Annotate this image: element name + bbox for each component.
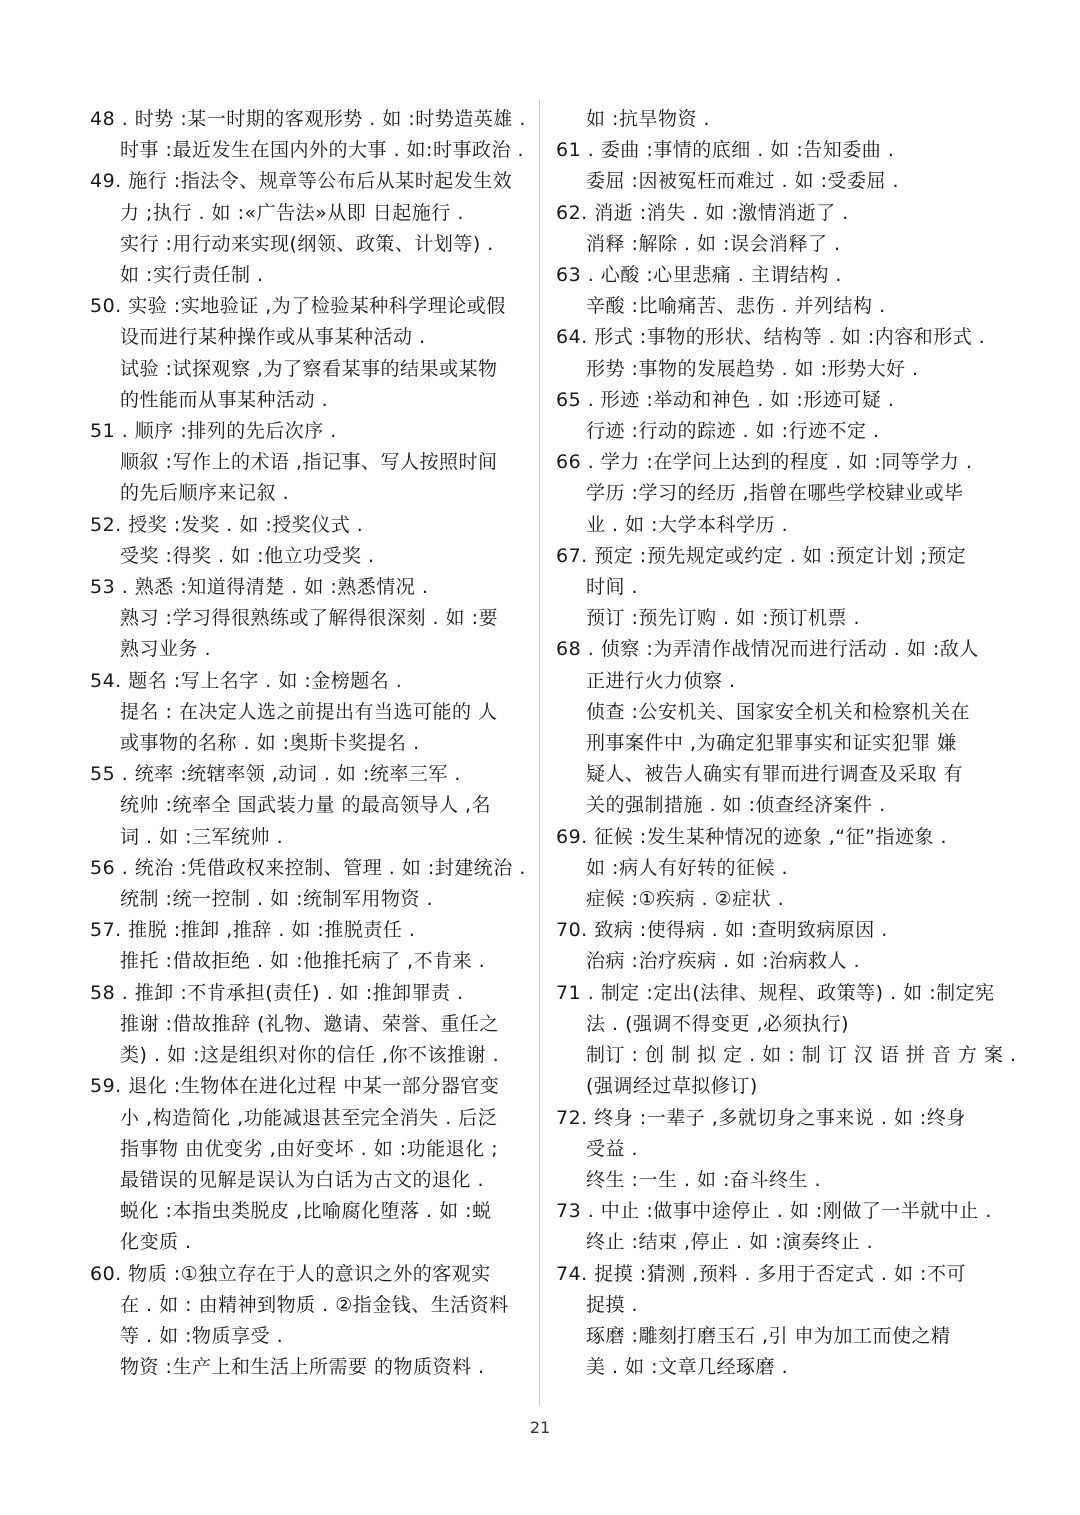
entry-line: 熟习 :学习得很熟练或了解得很深刻 . 如 :要 xyxy=(120,607,499,630)
vocab-entry xyxy=(90,166,530,291)
entry-line: 统制 :统一控制 . 如 :统制军用物资 . xyxy=(120,888,434,911)
vocab-entry xyxy=(90,666,530,760)
vocab-entry xyxy=(556,822,996,916)
vocab-entry xyxy=(556,915,996,977)
entry-line: 64. 形式 :事物的形状、结构等 . 如 :内容和形式 . xyxy=(556,326,986,349)
entry-line: 症候 :①疾病 . ②症状 . xyxy=(586,888,785,911)
entry-line: 68 . 侦察 :为弄清作战情况而进行活动 . 如 :敌人 xyxy=(556,638,979,661)
entry-line: (强调经过草拟修订) xyxy=(586,1075,758,1098)
entry-line: 70. 致病 :使得病 . 如 :查明致病原因 . xyxy=(556,919,888,942)
entry-line: 52. 授奖 :发奖 . 如 :授奖仪式 . xyxy=(90,513,364,536)
vocab-entry xyxy=(556,541,996,635)
entry-line: 消释 :解除 . 如 :误会消释了 . xyxy=(586,232,841,255)
entry-line: 57. 推脱 :推卸 ,推辞 . 如 :推脱责任 . xyxy=(90,919,416,942)
right-column xyxy=(556,104,1017,1383)
entry-line: 关的强制措施 . 如 :侦查经济案件 . xyxy=(586,794,886,817)
vocab-entry xyxy=(556,135,996,197)
entry-line: 设而进行某种操作或从事某种活动 . xyxy=(120,326,426,349)
entry-line: 美 . 如 :文章几经琢磨 . xyxy=(586,1356,789,1379)
entry-line: 法 . (强调不得变更 ,必须执行) xyxy=(586,1012,850,1035)
entry-line: 力 ;执行 . 如 :«广告法»从即 日起施行 . xyxy=(120,201,464,224)
entry-line: 委屈 :因被冤枉而难过 . 如 :受委屈 . xyxy=(586,170,900,193)
entry-line: 辛酸 :比喻痛苦、悲伤 . 并列结构 . xyxy=(586,295,886,318)
vocab-entry xyxy=(556,1259,996,1384)
entry-line: 实行 :用行动来实现(纲领、政策、计划等) . xyxy=(120,232,494,255)
entry-line: 试验 :试探观察 ,为了察看某事的结果或某物 xyxy=(120,357,498,380)
entry-line: 49. 施行 :指法令、规章等公布后从某时起发生效 xyxy=(90,170,513,193)
entry-line: 73 . 中止 :做事中途停止 . 如 :刚做了一半就中止 . xyxy=(556,1200,992,1223)
entry-line: 69. 征候 :发生某种情况的迹象 ,“征”指迹象 . xyxy=(556,825,948,848)
vocab-entry xyxy=(90,104,530,166)
entry-line: 74. 捉摸 :猜测 ,预料 . 多用于否定式 . 如 :不可 xyxy=(556,1262,966,1285)
entry-line: 推托 :借故拒绝 . 如 :他推托病了 ,不肯来 . xyxy=(120,950,486,973)
entry-line: 如 :病人有好转的征候 . xyxy=(586,856,789,879)
column-divider xyxy=(539,100,540,1405)
vocab-entry xyxy=(556,104,996,135)
entry-line: 65 . 形迹 :举动和神色 . 如 :形迹可疑 . xyxy=(556,388,895,411)
entry-line: 推谢 :借故推辞 (礼物、邀请、荣誉、重任之 xyxy=(120,1012,499,1035)
vocab-entry xyxy=(556,1196,996,1258)
entry-line: 时事 :最近发生在国内外的大事 . 如:时事政治 . xyxy=(120,139,525,162)
entry-line: 如 :实行责任制 . xyxy=(120,264,264,287)
entry-line: 时间 . xyxy=(586,576,639,599)
entry-line: 60. 物质 :①独立存在于人的意识之外的客观实 xyxy=(90,1262,491,1285)
entry-line: 67. 预定 :预先规定或约定 . 如 :预定计划 ;预定 xyxy=(556,544,967,567)
entry-line: 顺叙 :写作上的术语 ,指记事、写人按照时间 xyxy=(120,451,498,474)
entry-line: 受益 . xyxy=(586,1137,639,1160)
vocab-entry xyxy=(556,1103,996,1197)
vocab-entry xyxy=(556,447,996,541)
entry-line: 等 . 如 :物质享受 . xyxy=(120,1324,284,1347)
entry-line: 53 . 熟悉 :知道得清楚 . 如 :熟悉情况 . xyxy=(90,576,429,599)
entry-line: 正进行火力侦察 . xyxy=(586,669,736,692)
entry-line: 侦查 :公安机关、国家安全机关和检察机关在 xyxy=(586,700,970,723)
entry-line: 的先后顺序来记叙 . xyxy=(120,482,290,505)
entry-line: 熟习业务 . xyxy=(120,638,212,661)
vocab-entry xyxy=(556,634,996,821)
entry-line: 55 . 统率 :统辖率领 ,动词 . 如 :统率三军 . xyxy=(90,763,461,786)
entry-line: 治病 :治疗疾病 . 如 :治病救人 . xyxy=(586,950,861,973)
entry-line: 受奖 :得奖 . 如 :他立功受奖 . xyxy=(120,544,375,567)
entry-line: 61 . 委曲 :事情的底细 . 如 :告知委曲 . xyxy=(556,139,895,162)
vocab-entry xyxy=(90,572,530,666)
entry-line: 类) . 如 :这是组织对你的信任 ,你不该推谢 . xyxy=(120,1044,500,1067)
entry-line: 化变质 . xyxy=(120,1231,192,1254)
entry-line: 51 . 顺序 :排列的先后次序 . xyxy=(90,420,337,443)
vocab-entry xyxy=(556,978,1017,1103)
entry-line: 行迹 :行动的踪迹 . 如 :行迹不定 . xyxy=(586,420,880,443)
entry-line: 指事物 由优变劣 ,由好变坏 . 如 :功能退化 ; xyxy=(120,1137,499,1160)
entry-line: 或事物的名称 . 如 :奥斯卡奖提名 . xyxy=(120,732,420,755)
entry-line: 50. 实验 :实地验证 ,为了检验某种科学理论或假 xyxy=(90,295,506,318)
vocab-entry xyxy=(556,385,996,447)
entry-line: 59. 退化 :生物体在进化过程 中某一部分器官变 xyxy=(90,1075,500,1098)
entry-line: 最错误的见解是误认为白话为古文的退化 . xyxy=(120,1168,485,1191)
vocab-entry xyxy=(556,198,996,260)
left-column xyxy=(90,104,530,1383)
vocab-entry xyxy=(90,1071,530,1258)
vocab-entry xyxy=(90,416,530,510)
entry-line: 小 ,构造简化 ,功能减退甚至完全消失 . 后泛 xyxy=(120,1106,498,1129)
vocab-entry xyxy=(90,853,530,915)
vocab-entry xyxy=(556,260,996,322)
entry-line: 63 . 心酸 :心里悲痛 . 主谓结构 . xyxy=(556,264,842,287)
entry-line: 预订 :预先订购 . 如 :预订机票 . xyxy=(586,607,861,630)
entry-line: 捉摸 . xyxy=(586,1293,639,1316)
entry-line: 54. 题名 :写上名字 . 如 :金榜题名 . xyxy=(90,669,403,692)
entry-line: 48 . 时势 :某一时期的客观形势 . 如 :时势造英雄 . xyxy=(90,108,526,130)
entry-line: 如 :抗旱物资 . xyxy=(586,108,711,130)
entry-line: 56 . 统治 :凭借政权来控制、管理 . 如 :封建统治 . xyxy=(90,856,526,879)
entry-line: 刑事案件中 ,为确定犯罪事实和证实犯罪 嫌 xyxy=(586,732,957,755)
entry-line: 统帅 :统率全 国武装力量 的最高领导人 ,名 xyxy=(120,794,492,817)
entry-line: 的性能而从事某种活动 . xyxy=(120,388,329,411)
vocab-entry xyxy=(90,510,530,572)
entry-line: 疑人、被告人确实有罪而进行调查及采取 有 xyxy=(586,763,964,786)
vocab-entry xyxy=(90,291,530,416)
entry-line: 终生 :一生 . 如 :奋斗终生 . xyxy=(586,1168,822,1191)
entry-line: 制订 : 创 制 拟 定 . 如 : 制 订 汉 语 拼 音 方 案 . xyxy=(586,1044,1017,1067)
entry-line: 琢磨 :雕刻打磨玉石 ,引 申为加工而使之精 xyxy=(586,1324,951,1347)
vocab-entry xyxy=(90,1259,530,1384)
entry-line: 62. 消逝 :消失 . 如 :激情消逝了 . xyxy=(556,201,849,224)
entry-line: 71 . 制定 :定出(法律、规程、政策等) . 如 :制定宪 xyxy=(556,981,995,1004)
entry-line: 形势 :事物的发展趋势 . 如 :形势大好 . xyxy=(586,357,919,380)
vocab-entry xyxy=(90,759,530,853)
entry-line: 58 . 推卸 :不肯承担(责任) . 如 :推卸罪责 . xyxy=(90,981,464,1004)
entry-line: 蜕化 :本指虫类脱皮 ,比喻腐化堕落 . 如 :蜕 xyxy=(120,1200,492,1223)
page-number: 21 xyxy=(529,1418,551,1437)
vocab-entry xyxy=(90,978,530,1072)
entry-line: 在 . 如 : 由精神到物质 . ②指金钱、生活资料 xyxy=(120,1293,509,1316)
entry-line: 66 . 学力 :在学问上达到的程度 . 如 :同等学力 . xyxy=(556,451,973,474)
entry-line: 业 . 如 :大学本科学历 . xyxy=(586,513,789,536)
entry-line: 终止 :结束 ,停止 . 如 :演奏终止 . xyxy=(586,1231,874,1254)
entry-line: 72. 终身 :一辈子 ,多就切身之事来说 . 如 :终身 xyxy=(556,1106,966,1129)
entry-line: 物资 :生产上和生活上所需要 的物质资料 . xyxy=(120,1356,485,1379)
entry-line: 学历 :学习的经历 ,指曾在哪些学校肄业或毕 xyxy=(586,482,964,505)
vocab-entry xyxy=(556,322,996,384)
entry-line: 提名 : 在决定人选之前提出有当选可能的 人 xyxy=(120,700,498,723)
vocab-entry xyxy=(90,915,530,977)
entry-line: 词 . 如 :三军统帅 . xyxy=(120,825,284,848)
